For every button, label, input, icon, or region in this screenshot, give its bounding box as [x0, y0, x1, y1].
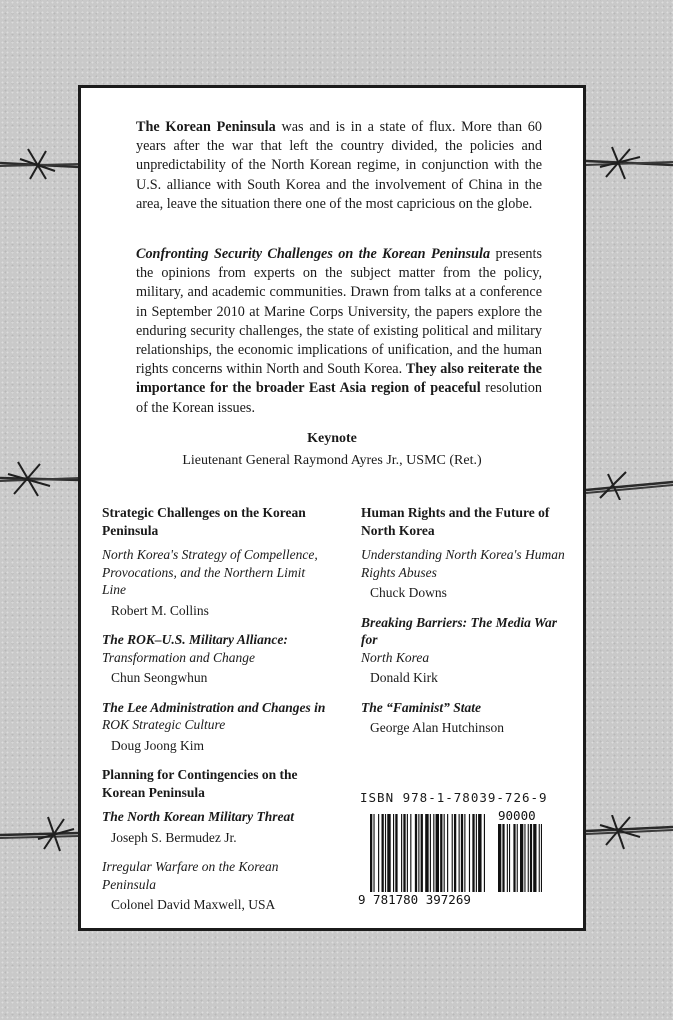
barcode-bar: [454, 814, 456, 892]
barcode-bar: [528, 824, 529, 892]
contents-entry: [102, 546, 332, 619]
contents-entry: [102, 699, 332, 755]
contents-entry: [102, 631, 332, 687]
chapter-title: North Korea: [361, 649, 430, 665]
barcode-bar: [459, 814, 460, 892]
barcode-bar: [382, 814, 384, 892]
barcode-bar: [520, 824, 523, 892]
chapter-title-bold: The “Faminist” State: [361, 699, 482, 715]
addon-bars: [498, 824, 542, 892]
section-heading-human-rights: Human Rights and the Future of North Korea: [361, 505, 550, 538]
barcode-bar: [373, 814, 374, 892]
barcode-bar: [440, 814, 442, 892]
chapter-title: Understanding North Korea's Human Rights Abuses: [361, 547, 565, 580]
barcode-bar: [378, 814, 379, 892]
chapter-author: Joseph S. Bermudez Jr.: [111, 829, 237, 845]
barcode-graphic: [358, 790, 544, 908]
barcode-bar: [418, 814, 419, 892]
barcode-bar: [436, 814, 439, 892]
contents-entry: [102, 808, 332, 846]
barcode-bar: [433, 814, 434, 892]
barcode-bar: [415, 814, 417, 892]
summary-text: presents the opinions from experts on the subject matter from the policy, military, and academic communities. Drawn from talks at a conference in September 2010 at Marine Corps University, the papers explore the enduring security challenges, the state of existing political and military relationships, the economic implications of unification, and the human rights concerns within North and South Korea.: [136, 246, 542, 378]
barcode-bar: [452, 814, 453, 892]
barcode-bar: [393, 814, 394, 892]
barcode-bar: [533, 824, 536, 892]
barcode-bar: [387, 814, 390, 892]
isbn-barcode: [358, 790, 548, 908]
barcode-bar: [469, 814, 470, 892]
back-cover-panel: [78, 85, 586, 931]
contents-entry: [361, 546, 571, 602]
barcode-bar: [385, 814, 386, 892]
isbn-label: ISBN 978-1-78039-726-9: [360, 790, 548, 805]
barcode-bar: [447, 814, 448, 892]
contents-right-column: [361, 504, 571, 749]
barcode-bar: [476, 814, 477, 892]
barcode-bar: [541, 824, 542, 892]
chapter-title-bold: The Lee Administration and Changes in: [102, 699, 326, 715]
chapter-title-bold: The ROK–U.S. Military Alliance:: [102, 632, 288, 647]
section-heading-strategic: Strategic Challenges on the Korean Peninsula: [102, 505, 306, 538]
chapter-title-bold: The North Korean Military Threat: [102, 809, 295, 824]
chapter-author: George Alan Hutchinson: [370, 720, 504, 735]
contents-entry: [361, 699, 571, 737]
chapter-title: Transformation and Change: [102, 649, 256, 665]
barcode-bar: [461, 814, 463, 892]
keynote-speaker: Lieutenant General Raymond Ayres Jr., USMC (Ret.): [182, 453, 482, 468]
barcode-bar: [472, 814, 474, 892]
ean-bars: [370, 814, 485, 892]
contents-entry: [361, 614, 571, 687]
barcode-bar: [407, 814, 408, 892]
chapter-author: Chun Seongwhun: [111, 670, 208, 685]
barcode-bar: [539, 824, 540, 892]
chapter-title: Irregular Warfare on the Korean Peninsula: [102, 859, 279, 892]
barcode-bar: [513, 824, 515, 892]
addon-number: 90000: [498, 808, 536, 823]
barcode-bar: [517, 824, 518, 892]
intro-paragraph: [136, 118, 542, 214]
barcode-bar: [425, 814, 428, 892]
intro-lead: The Korean Peninsula: [136, 119, 276, 135]
keynote-block: [81, 428, 583, 472]
keynote-heading: Keynote: [307, 431, 357, 446]
barcode-bar: [395, 814, 397, 892]
barcode-bar: [509, 824, 510, 892]
contents-entry: [102, 858, 332, 914]
barcode-bar: [498, 824, 501, 892]
chapter-author: Chuck Downs: [370, 585, 447, 600]
barcode-bar: [507, 824, 508, 892]
book-title: Confronting Security Challenges on the Korean Peninsula: [136, 246, 491, 262]
barcode-bar: [444, 814, 445, 892]
chapter-title-bold: Breaking Barriers: The Media War for: [361, 614, 558, 647]
chapter-title: North Korea's Strategy of Compellence, Provocations, and the Northern Limit Line: [102, 547, 318, 597]
barcode-bar: [530, 824, 532, 892]
section-heading-planning: Planning for Contingencies on the Korean Peninsula: [102, 767, 298, 800]
chapter-author: Doug Joong Kim: [111, 737, 205, 753]
intro-text: was and is in a state of flux. More than 60 years after the war that left the country divided, the policies and unpredictability of the North Korean regime, in conjunction with the U.S. alliance with South Korea and the involvement of China in the area, leave the situation there one of the most capricious on the globe.: [136, 119, 542, 212]
barcode-bar: [502, 824, 504, 892]
contents-left-column: [102, 504, 332, 926]
barcode-bar: [410, 814, 411, 892]
chapter-author: Donald Kirk: [370, 670, 438, 685]
barcode-bar: [478, 814, 481, 892]
barcode-bar: [421, 814, 423, 892]
barcode-bar: [484, 814, 485, 892]
summary-emphasis: They also reiterate the importance for the broader East Asia region of peaceful: [136, 361, 542, 397]
ean-number: 9 781780 397269: [358, 892, 471, 907]
chapter-author: Colonel David Maxwell, USA: [111, 897, 276, 912]
barcode-bar: [524, 824, 525, 892]
chapter-author: Robert M. Collins: [111, 602, 209, 618]
barcode-bar: [403, 814, 405, 892]
chapter-title: ROK Strategic Culture: [102, 717, 226, 732]
barcode-bar: [464, 814, 465, 892]
barcode-bar: [401, 814, 402, 892]
barcode-bar: [370, 814, 372, 892]
summary-tail: resolution of the Korean issues.: [136, 380, 542, 416]
barcode-bar: [430, 814, 431, 892]
summary-paragraph: [136, 245, 542, 418]
